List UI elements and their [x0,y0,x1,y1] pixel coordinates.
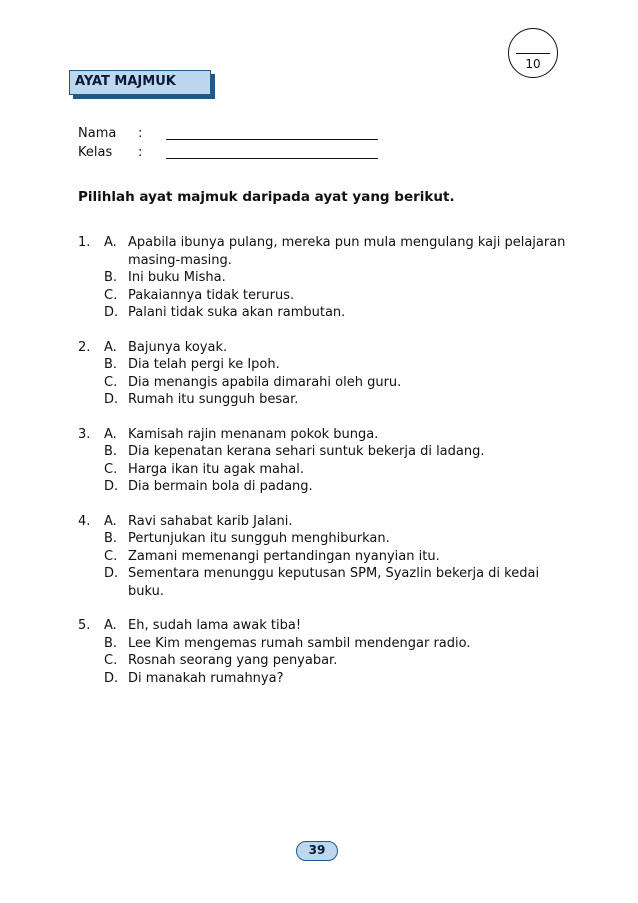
option-text: Harga ikan itu agak mahal. [128,461,304,477]
option-letter: B. [104,270,118,285]
option-letter: A. [104,513,117,529]
option-letter: C. [104,461,118,477]
option-letter: C. [104,374,118,390]
option-1b[interactable] [78,269,568,287]
option-text: Apabila ibunya pulang, mereka pun mula mengulang kaji pelajaran masing-masing. [128,235,566,268]
option-text: Kamisah rajin menanam pokok bunga. [128,426,379,442]
option-text: Rumah itu sungguh besar. [128,392,299,407]
option-letter: B. [104,635,118,651]
option-letter: B. [104,444,118,459]
option-4b[interactable] [78,530,568,548]
option-letter: C. [104,287,118,303]
option-text: Palani tidak suka akan rambutan. [128,305,346,320]
option-3b[interactable] [78,443,568,461]
option-2d[interactable] [78,391,568,409]
option-text: Ravi sahabat karib Jalani. [128,513,293,529]
option-text: Dia menangis apabila dimarahi oleh guru. [128,374,402,390]
name-colon: : [138,126,143,141]
instruction: Pilihlah ayat majmuk daripada ayat yang berikut. [78,189,455,205]
option-letter: D. [104,479,119,494]
option-5d[interactable] [78,670,568,688]
option-text: Di manakah rumahnya? [128,670,284,686]
option-1c[interactable] [78,287,568,305]
option-letter: D. [104,566,119,581]
score-total: 10 [525,57,541,71]
option-letter: B. [104,531,118,546]
option-text: Pertunjukan itu sungguh menghiburkan. [128,531,390,546]
option-letter: D. [104,305,119,320]
option-2a[interactable] [78,339,568,357]
question-1 [78,234,568,322]
class-label: Kelas [78,145,113,160]
option-3c[interactable] [78,461,568,479]
page-number: 39 [296,841,338,861]
question-number: 4. [78,513,91,529]
page-title: AYAT MAJMUK [69,70,211,95]
option-3d[interactable] [78,478,568,496]
option-text: Dia telah pergi ke Ipoh. [128,357,280,372]
option-3a[interactable] [78,426,568,444]
score-box [508,28,558,78]
question-number: 1. [78,235,91,250]
option-letter: B. [104,357,118,372]
option-2b[interactable] [78,356,568,374]
option-text: Dia bermain bola di padang. [128,479,313,494]
question-number: 5. [78,618,91,633]
option-text: Pakaiannya tidak terurus. [128,287,295,303]
option-text: Lee Kim mengemas rumah sambil mendengar radio. [128,635,471,651]
option-text: Eh, sudah lama awak tiba! [128,618,302,633]
option-text: Sementara menunggu keputusan SPM, Syazlin bekerja di kedai buku. [128,566,540,599]
option-letter: D. [104,392,119,407]
question-5 [78,617,568,687]
question-number: 3. [78,426,91,442]
option-text: Bajunya koyak. [128,339,228,355]
option-text: Zamani memenangi pertandingan nyanyian itu. [128,548,440,564]
option-5b[interactable] [78,635,568,653]
question-list [78,234,568,704]
name-label: Nama [78,126,117,141]
name-input-line[interactable] [166,139,378,140]
option-letter: C. [104,653,118,668]
option-letter: D. [104,670,119,686]
option-text: Rosnah seorang yang penyabar. [128,653,338,668]
class-colon: : [138,145,143,160]
question-2 [78,339,568,409]
option-1d[interactable] [78,304,568,322]
option-letter: A. [104,235,117,250]
option-4c[interactable] [78,548,568,566]
option-letter: A. [104,426,117,442]
option-text: Dia kepenatan kerana sehari suntuk bekerja di ladang. [128,444,485,459]
score-blank-line [516,53,550,54]
option-5a[interactable] [78,617,568,635]
option-letter: A. [104,339,117,355]
question-number: 2. [78,339,91,355]
class-input-line[interactable] [166,158,378,159]
option-letter: A. [104,618,117,633]
question-3 [78,426,568,496]
option-1a[interactable] [78,234,568,269]
option-4d[interactable] [78,565,568,600]
option-2c[interactable] [78,374,568,392]
question-4 [78,513,568,601]
option-letter: C. [104,548,118,564]
option-text: Ini buku Misha. [128,270,226,285]
option-5c[interactable] [78,652,568,670]
option-4a[interactable] [78,513,568,531]
